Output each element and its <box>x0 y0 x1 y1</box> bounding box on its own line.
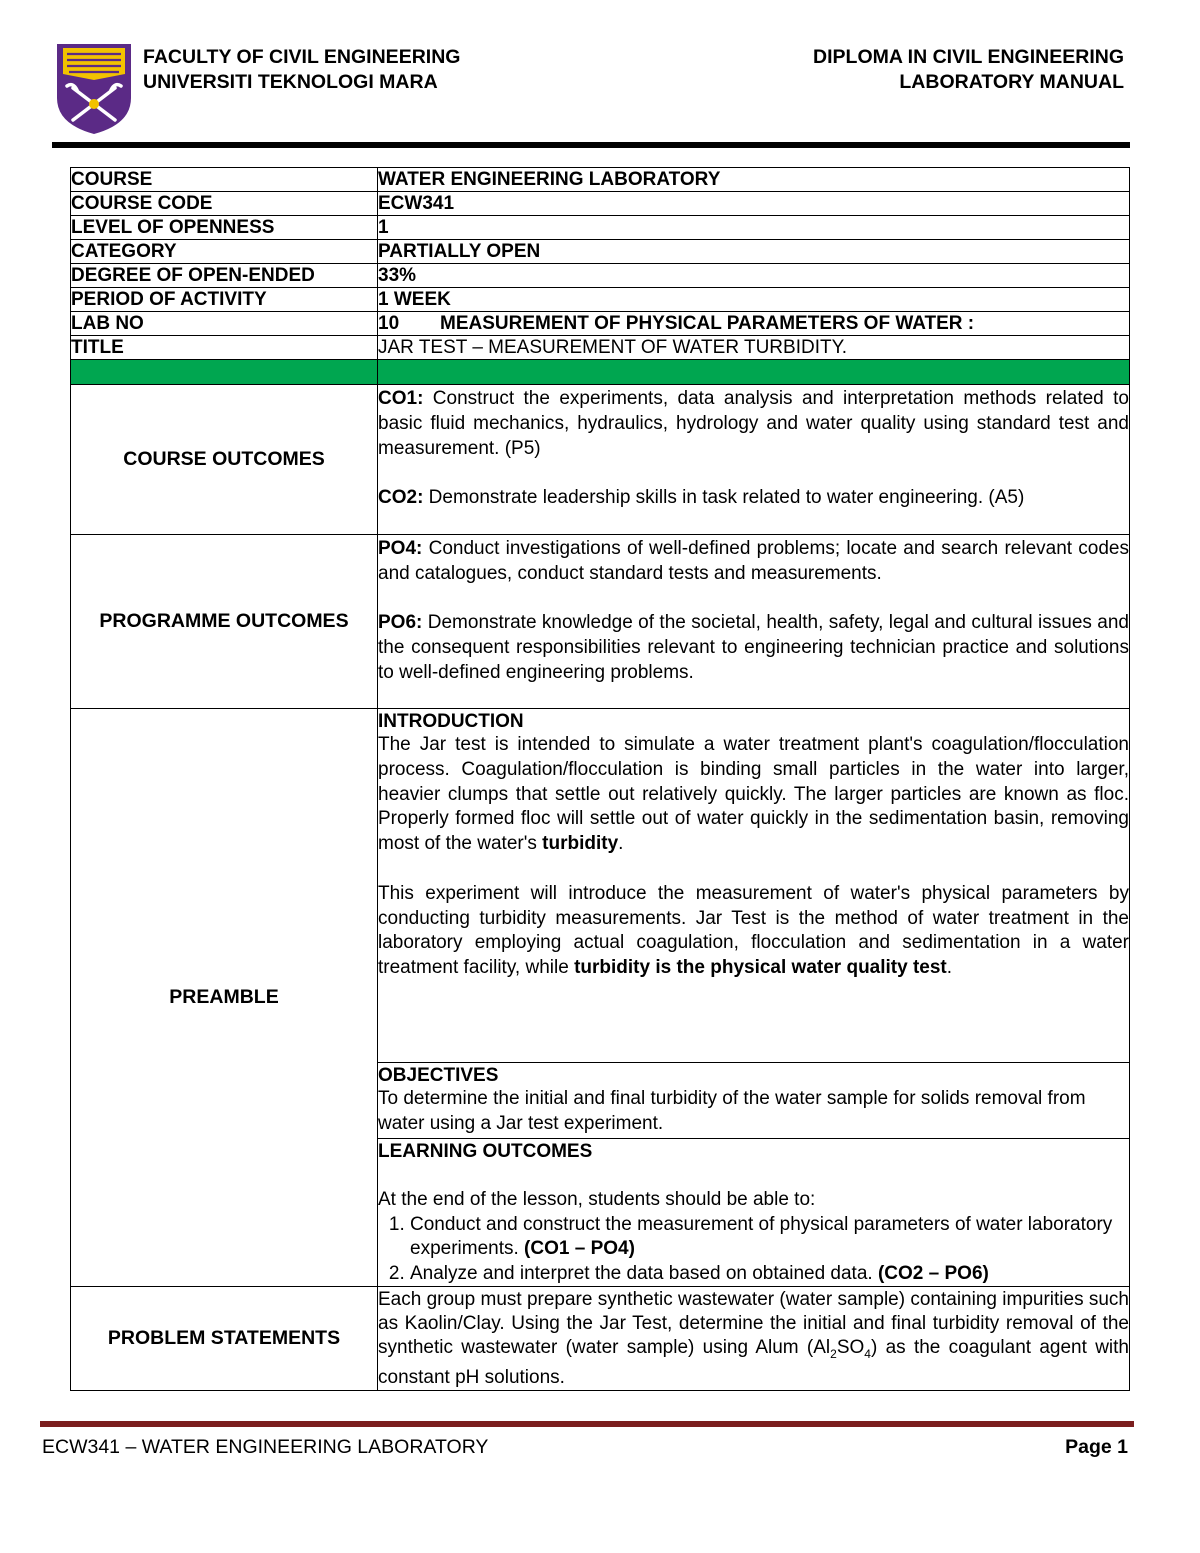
co2-code: CO2: <box>378 487 424 509</box>
introduction-cell <box>378 709 1130 1063</box>
row-key: PERIOD OF ACTIVITY <box>71 288 378 312</box>
faculty-name: FACULTY OF CIVIL ENGINEERING <box>143 46 461 68</box>
row-value: PARTIALLY OPEN <box>378 240 1130 264</box>
program-name: DIPLOMA IN CIVIL ENGINEERING <box>813 46 1124 68</box>
page-number: Page 1 <box>1065 1436 1128 1458</box>
table-row-course-code <box>71 192 1130 216</box>
table-row-open-ended <box>71 264 1130 288</box>
footer-rule <box>40 1421 1134 1427</box>
co2-text: Demonstrate leadership skills in task related to water engineering. (A5) <box>423 487 1025 509</box>
learning-outcomes-title: LEARNING OUTCOMES <box>378 1141 593 1162</box>
po4-text: Conduct investigations of well-defined problems; locate and search relevant codes and catalogues, conduct standard tests and measurements. <box>378 538 1129 584</box>
po6-code: PO6: <box>378 612 423 634</box>
footer-course: ECW341 – WATER ENGINEERING LABORATORY <box>42 1436 489 1458</box>
row-key: COURSE CODE <box>71 192 378 216</box>
table-row-category <box>71 240 1130 264</box>
row-key: COURSE <box>71 168 378 192</box>
co2-paragraph <box>378 486 1129 511</box>
objectives-cell <box>378 1063 1130 1139</box>
problem-statement-text: Each group must prepare synthetic wastewater (water sample) containing impurities such as Kaolin/Clay. Using the Jar Test, determine the initial and final turbidity removal of the synthetic wastewater (water sample) using Alum $(Al_2SO_4)$ as the coagulant agent with constant pH solutions. <box>378 1289 1129 1389</box>
row-value: WATER ENGINEERING LABORATORY <box>378 168 1130 192</box>
table-row-period <box>71 288 1130 312</box>
learning-outcomes-intro: At the end of the lesson, students should be able to: <box>378 1188 816 1210</box>
programme-outcomes-label: PROGRAMME OUTCOMES <box>71 535 378 709</box>
list-item: 2. Analyze and interpret the data based on obtained data. (CO2 – PO6) <box>410 1262 1129 1287</box>
course-outcomes-content <box>378 385 1130 535</box>
introduction-paragraph-1: The Jar test is intended to simulate a water treatment plant's coagulation/flocculation process. Coagulation/flocculation is binding small particles in the water into larger, heavier clumps that settle out relatively quickly. The larger particles are known as floc. Properly formed floc will settle out of water quickly in the sedimentation basin, removing most of the water's turbidity. <box>378 734 1129 855</box>
learning-outcomes-cell <box>378 1139 1130 1287</box>
co1-paragraph <box>378 387 1129 461</box>
introduction-paragraph-2: This experiment will introduce the measurement of water's physical parameters by conducting turbidity measurements. Jar Test is the method of water treatment in the laboratory employing actual coagulation, flocculation and sedimentation in a water treatment facility, while turbidity is the physical water quality test. <box>378 882 1129 979</box>
table-row-openness <box>71 216 1130 240</box>
header-left <box>143 45 460 95</box>
introduction-title: INTRODUCTION <box>378 711 524 732</box>
course-outcomes-label: COURSE OUTCOMES <box>71 385 378 535</box>
row-value: 33% <box>378 264 1130 288</box>
uitm-crest-logo-icon <box>55 40 133 135</box>
po6-text: Demonstrate knowledge of the societal, health, safety, legal and cultural issues and the consequent responsibilities relevant to engineering technician practice and solutions to well-defined engineering problems. <box>378 612 1129 683</box>
row-value <box>378 312 1130 336</box>
table-row-preamble-intro <box>71 709 1130 1063</box>
table-row-title <box>71 336 1130 360</box>
row-key: LEVEL OF OPENNESS <box>71 216 378 240</box>
row-key: DEGREE OF OPEN-ENDED <box>71 264 378 288</box>
row-value: JAR TEST – MEASUREMENT OF WATER TURBIDITY. <box>378 336 1130 360</box>
row-value: ECW341 <box>378 192 1130 216</box>
problem-statements-content <box>378 1287 1130 1391</box>
table-row-course <box>71 168 1130 192</box>
learning-outcomes-list <box>378 1213 1129 1287</box>
po4-code: PO4: <box>378 538 423 559</box>
turbidity-test-bold: turbidity is the physical water quality test <box>574 957 947 979</box>
preamble-label: PREAMBLE <box>71 709 378 1287</box>
header-rule <box>52 142 1130 148</box>
list-item: 1. Conduct and construct the measurement of physical parameters of water laboratory experiments. (CO1 – PO4) <box>410 1213 1129 1262</box>
po6-paragraph <box>378 611 1129 685</box>
co1-code: CO1: <box>378 388 424 409</box>
row-key: TITLE <box>71 336 378 360</box>
row-key: LAB NO <box>71 312 378 336</box>
separator-cell <box>378 360 1130 385</box>
row-value: 1 WEEK <box>378 288 1130 312</box>
university-name: UNIVERSITI TEKNOLOGI MARA <box>143 71 438 93</box>
turbidity-bold: turbidity <box>542 833 619 855</box>
table-row-problem-statements <box>71 1287 1130 1391</box>
row-key: CATEGORY <box>71 240 378 264</box>
objectives-text: To determine the initial and final turbidity of the water sample for solids removal from water using a Jar test experiment. <box>378 1088 1086 1134</box>
lab-title: MEASUREMENT OF PHYSICAL PARAMETERS OF WATER : <box>440 313 975 334</box>
co1-text: Construct the experiments, data analysis and interpretation methods related to basic fluid mechanics, hydraulics, hydrology and water quality using standard test and measurement. (P5) <box>378 388 1129 459</box>
table-row-programme-outcomes <box>71 535 1130 709</box>
programme-outcomes-content <box>378 535 1130 709</box>
row-value: 1 <box>378 216 1130 240</box>
objectives-title: OBJECTIVES <box>378 1065 499 1086</box>
table-row-course-outcomes <box>71 385 1130 535</box>
header-right <box>813 45 1124 95</box>
lab-number: 10 <box>378 313 400 334</box>
table-row-lab-no <box>71 312 1130 336</box>
problem-statements-label: PROBLEM STATEMENTS <box>71 1287 378 1391</box>
course-info-table <box>70 167 1130 1391</box>
green-separator-row <box>71 360 1130 385</box>
manual-name: LABORATORY MANUAL <box>899 71 1124 93</box>
po4-paragraph <box>378 537 1129 587</box>
separator-cell <box>71 360 378 385</box>
